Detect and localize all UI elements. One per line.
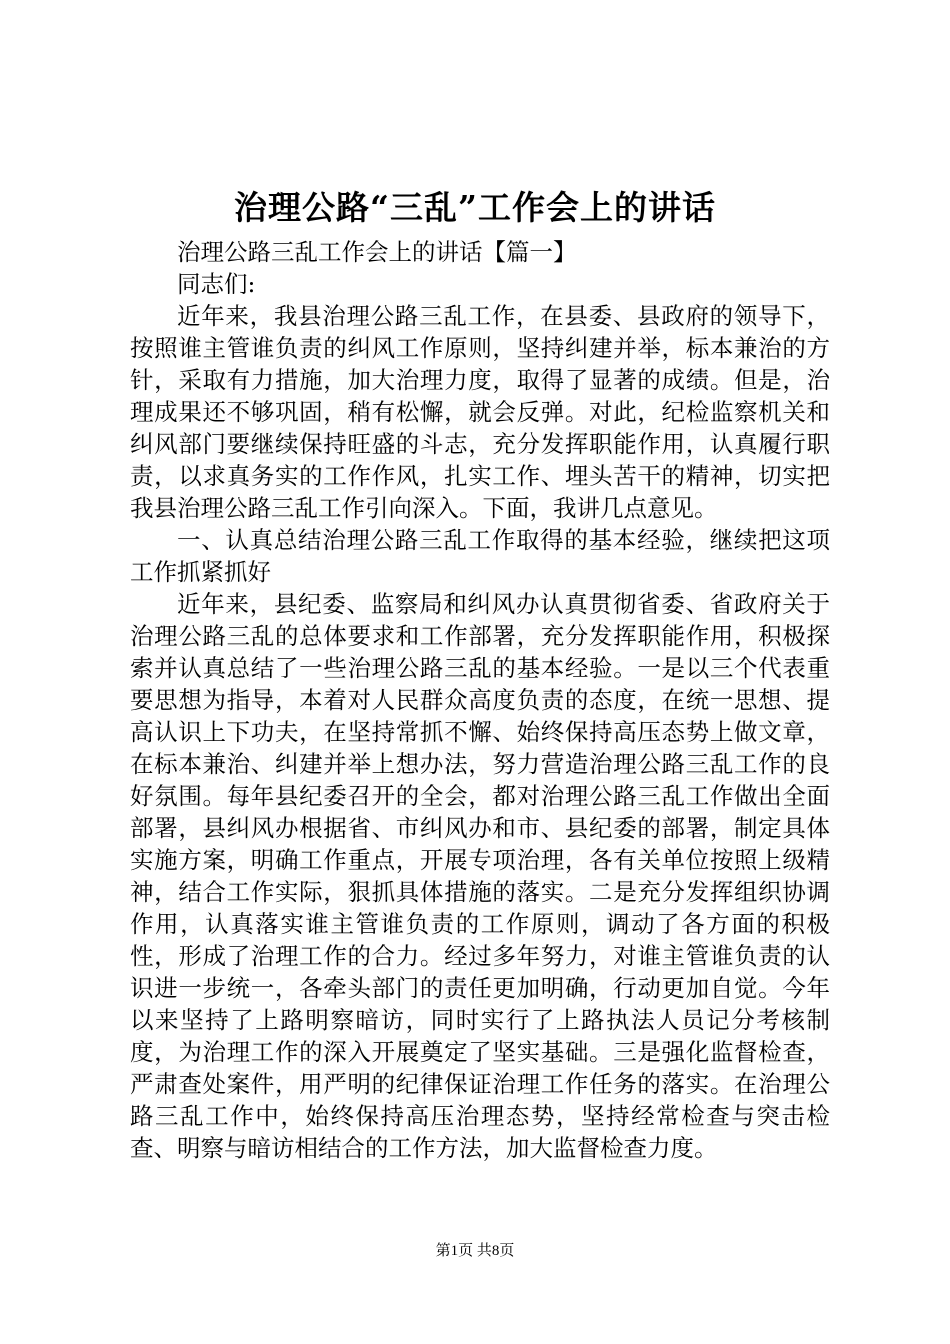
document-body [130,236,830,1164]
document-title: 治理公路“三乱”工作会上的讲话 [234,188,716,227]
salutation: 同志们: [177,270,256,298]
section-heading: 治理公路三乱工作会上的讲话【篇一】 [177,238,577,266]
subheading: 一、认真总结治理公路三乱工作取得的基本经验，继续把这项工作抓紧抓好 [130,526,830,586]
paragraph: 近年来，县纪委、监察局和纠风办认真贯彻省委、省政府关于治理公路三乱的总体要求和工作部署，充分发挥职能作用，积极探索并认真总结了一些治理公路三乱的基本经验。一是以三个代表重要思想为指导，本着对人民群众高度负责的态度，在统一思想、提高认识上下功夫，在坚持常抓不懈、始终保持高压态势上做文章，在标本兼治、纠建并举上想办法，努力营造治理公路三乱工作的良好氛围。每年县纪委召开的全会，都对治理公路三乱工作做出全面部署，县纠风办根据省、市纠风办和市、县纪委的部署，制定具体实施方案，明确工作重点，开展专项治理，各有关单位按照上级精神，结合工作实际，狠抓具体措施的落实。二是充分发挥组织协调作用，认真落实谁主管谁负责的工作原则，调动了各方面的积极性，形成了治理工作的合力。经过多年努力，对谁主管谁负责的认识进一步统一，各牵头部门的责任更加明确，行动更加自觉。今年以来坚持了上路明察暗访，同时实行了上路执法人员记分考核制度，为治理工作的深入开展奠定了坚实基础。三是强化监督检查，严肃查处案件，用严明的纪律保证治理工作任务的落实。在治理公路三乱工作中，始终保持高压治理态势，坚持经常检查与突击检查、明察与暗访相结合的工作方法，加大监督检查力度。 [130,590,830,1162]
page-footer: 第1页 共8页 [435,1243,515,1259]
paragraph: 近年来，我县治理公路三乱工作，在县委、县政府的领导下，按照谁主管谁负责的纠风工作原则，坚持纠建并举，标本兼治的方针，采取有力措施，加大治理力度，取得了显著的成绩。但是，治理成果还不够巩固，稍有松懈，就会反弹。对此，纪检监察机关和纠风部门要继续保持旺盛的斗志，充分发挥职能作用，认真履行职责，以求真务实的工作作风，扎实工作、埋头苦干的精神，切实把我县治理公路三乱工作引向深入。下面，我讲几点意见。 [130,302,830,522]
